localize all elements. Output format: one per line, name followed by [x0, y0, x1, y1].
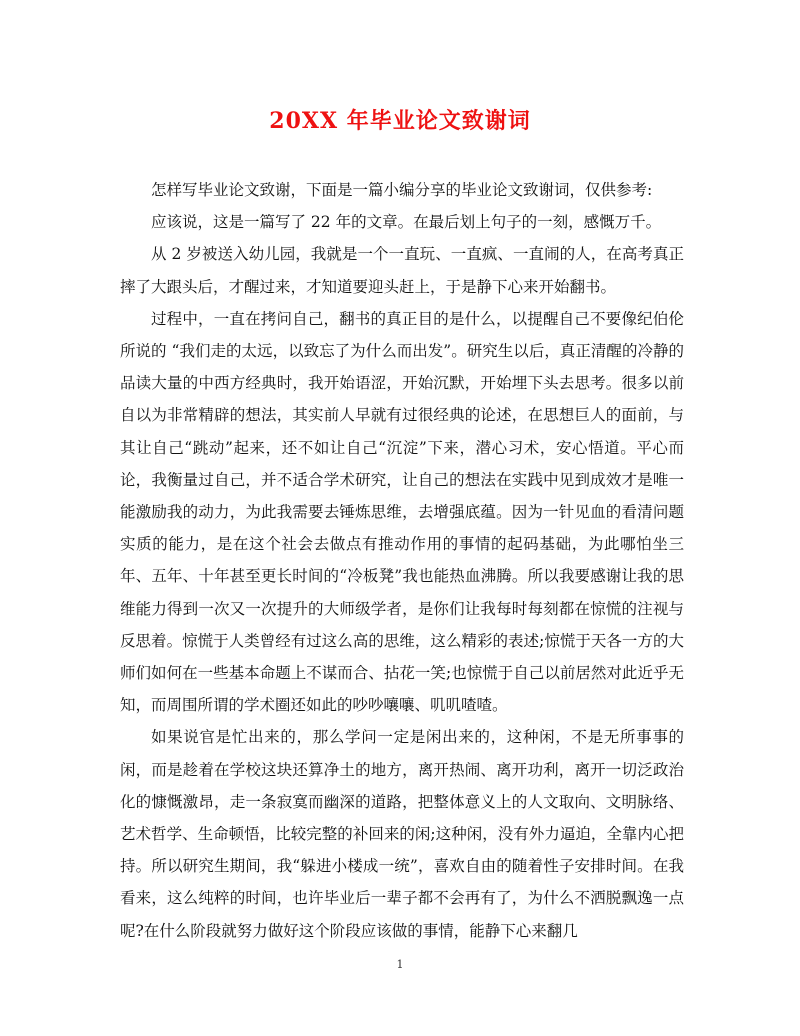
paragraph-kindergarten: 从 2 岁被送入幼儿园，我就是一个一直玩、一直疯、一直闹的人，在高考真正摔了大跟头后，才醒过来，才知道要迎头赶上，于是静下心来开始翻书。: [120, 245, 684, 296]
paragraph-process: 过程中，一直在拷问自己，翻书的真正目的是什么，以提醒自己不要像纪伯伦所说的 “我们走的太远，以致忘了为什么而出发”。研究生以后，真正清醒的冷静的品读大量的中西方经典时，我开始语涩，开始沉默，开始埋下头去思考。很多以前自以为非常精辟的想法，其实前人早就有过很经典的论述，在思想巨人的面前，与其让自己“跳动”起来，还不如让自己“沉淀”下来，潜心习术，安心悟道。平心而论，我衡量过自己，并不适合学术研究，让自己的想法在实践中见到成效才是唯一能激励我的动力，为此我需要去锤炼思维，去增强底蕴。因为一针见血的看清问题实质的能力，是在这个社会去做点有推动作用的事情的起码基础，为此哪怕坐三年、五年、十年甚至更长时间的“冷板凳”我也能热血沸腾。所以我要感谢让我的思维能力得到一次又一次提升的大师级学者，是你们让我每时每刻都在惊慌的注视与反思着。惊慌于人类曾经有过这么高的思维，这么精彩的表述;惊慌于天各一方的大师们如何在一些基本命题上不谋而合、拈花一笑;也惊慌于自己以前居然对此近乎无知，而周围所谓的学术圈还如此的吵吵嚷嚷、叽叽喳喳。: [120, 309, 684, 715]
document-title: 20XX 年毕业论文致谢词: [269, 108, 531, 134]
page-number: 1: [396, 958, 404, 971]
paragraph-intro: 怎样写毕业论文致谢，下面是一篇小编分享的毕业论文致谢词，仅供参考:: [151, 181, 653, 199]
paragraph-22-years: 应该说，这是一篇写了 22 年的文章。在最后划上句子的一刻，感慨万千。: [151, 213, 662, 232]
document-body: [120, 174, 684, 947]
paragraph-leisure: 如果说官是忙出来的，那么学问一定是闲出来的，这种闲，不是无所事事的闲，而是趁着在学校这块还算净土的地方，离开热闹、离开功利，离开一切泛政治化的慷慨激昂，走一条寂寞而幽深的道路，把整体意义上的人文取向、文明脉络、艺术哲学、生命顿悟，比较完整的补回来的闲;这种闲，没有外力逼迫，全靠内心把持。所以研究生期间，我“躲进小楼成一统”，喜欢自由的随着性子安排时间。在我看来，这么纯粹的时间，也许毕业后一辈子都不会再有了，为什么不洒脱飘逸一点呢?在什么阶段就努力做好这个阶段应该做的事情，能静下心来翻几: [120, 728, 684, 940]
